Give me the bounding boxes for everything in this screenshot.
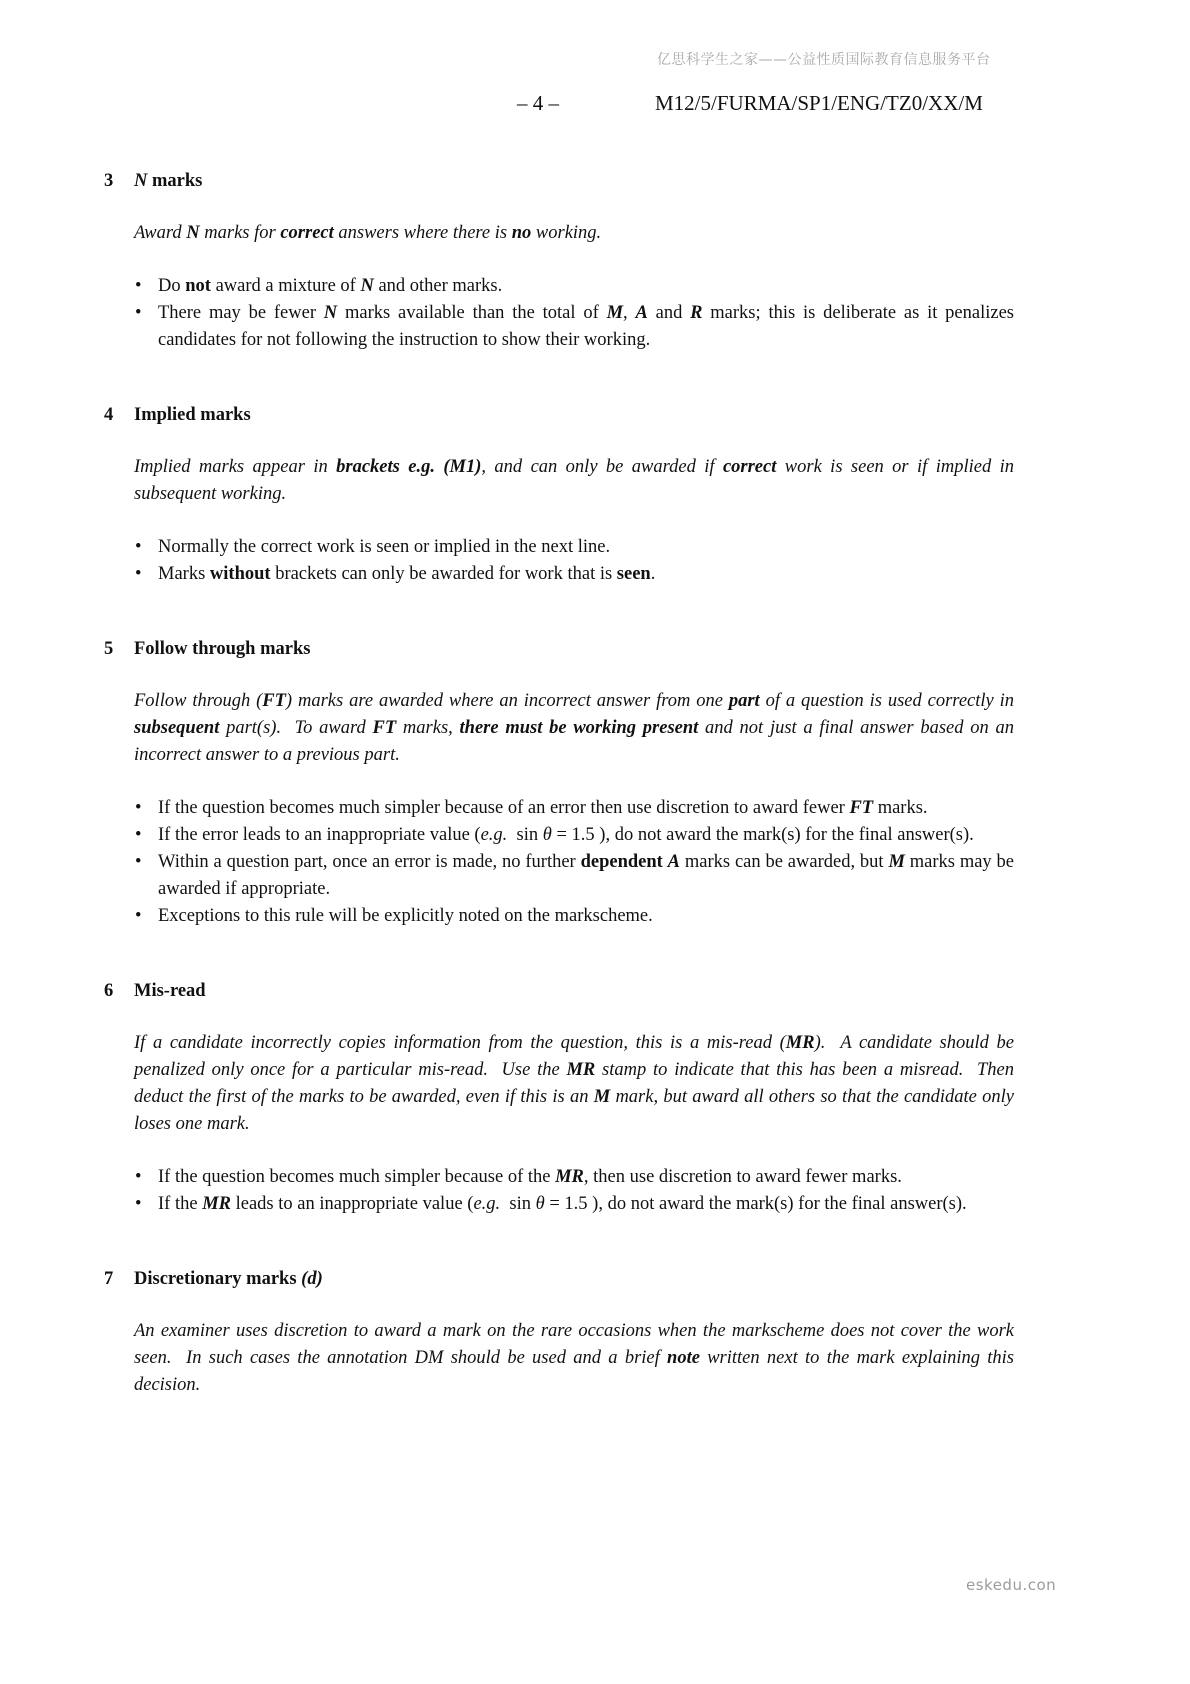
section-title <box>134 1266 1014 1293</box>
text-run: FT <box>262 691 286 711</box>
text-run: marks may be awarded if appropriate. <box>158 852 1014 899</box>
list-item-text <box>158 276 502 296</box>
text-run: ) marks are awarded where an incorrect answer from one <box>285 691 729 711</box>
text-run: Exceptions to this rule will be explicitly noted on the markscheme. <box>158 906 653 926</box>
bullet-icon: • <box>135 276 142 296</box>
text-run: MR <box>202 1194 231 1214</box>
section-body <box>134 978 1014 1218</box>
section-body <box>134 1266 1014 1399</box>
section-number: 6 <box>104 981 114 1001</box>
text-run: FT <box>849 798 874 818</box>
bullet-icon: • <box>135 825 142 845</box>
text-run: , then use discretion to award fewer marks. <box>583 1167 902 1187</box>
text-run: Do <box>158 276 186 296</box>
list-item-text <box>158 1194 967 1214</box>
text-run: no <box>511 223 532 243</box>
bullet-icon: • <box>135 852 142 872</box>
list-item <box>134 1191 1014 1218</box>
list-item <box>134 561 1014 588</box>
section-intro <box>134 454 1014 508</box>
text-run: brackets can only be awarded for work that is <box>270 564 617 584</box>
text-run: award a mixture of <box>210 276 361 296</box>
text-run: and <box>647 303 691 323</box>
text-run: N <box>360 276 374 296</box>
bullet-list <box>134 534 1014 588</box>
section-implied-marks <box>104 402 1014 588</box>
text-run: = 1.5 ), do not award the mark(s) for the final answer(s). <box>544 1194 967 1214</box>
text-run: dependent <box>580 852 668 872</box>
text-run: If the <box>158 1194 203 1214</box>
text-run: M <box>888 852 905 872</box>
text-run: If the question becomes much simpler because of the <box>158 1167 556 1187</box>
text-run: An examiner uses discretion to award a mark on the rare occasions when the markscheme does not cover the work seen. In such cases the annotation DM should be used and a brief <box>134 1321 1014 1368</box>
text-run: MR <box>566 1060 596 1080</box>
list-item-text <box>158 537 610 557</box>
bullet-icon: • <box>135 564 142 584</box>
list-item-text <box>158 564 655 584</box>
bullet-icon: • <box>135 537 142 557</box>
text-run: Within a question part, once an error is made, no further <box>158 852 581 872</box>
list-item-text <box>158 852 1014 899</box>
text-run: Normally the correct work is seen or implied in the next line. <box>158 537 611 557</box>
text-run: e.g. <box>480 825 508 845</box>
list-item <box>134 300 1014 354</box>
document-code: M12/5/FURMA/SP1/ENG/TZ0/XX/M <box>655 91 983 115</box>
text-run: M <box>593 1087 611 1107</box>
top-watermark: 亿思科学生之家——公益性质国际教育信息服务平台 <box>657 52 991 68</box>
section-number: 3 <box>104 171 114 191</box>
section-number: 4 <box>104 405 114 425</box>
text-run: θ <box>535 1194 545 1214</box>
text-run: , and can only be awarded if <box>481 457 723 477</box>
page-number: – 4 – <box>517 91 559 115</box>
text-run: If the error leads to an inappropriate value ( <box>158 825 481 845</box>
text-run: Follow through ( <box>134 691 263 711</box>
text-run: written next to the mark explaining this decision. <box>134 1348 1014 1395</box>
list-item-text <box>158 906 653 926</box>
text-run: there must be working present <box>459 718 699 738</box>
text-run: MR <box>555 1167 584 1187</box>
section-title <box>134 168 1014 195</box>
text-run: brackets e.g. (M1) <box>336 457 482 477</box>
section-body <box>134 636 1014 930</box>
text-run: correct <box>722 457 777 477</box>
text-run: and not just a final answer based on an incorrect answer to a previous part. <box>134 718 1014 765</box>
text-run: There may be fewer <box>158 303 324 323</box>
section-intro <box>134 220 1014 247</box>
text-run: not <box>185 276 211 296</box>
section-follow-through-marks <box>104 636 1014 930</box>
list-item <box>134 534 1014 561</box>
text-run: If a candidate incorrectly copies information from the question, this is a mis-read ( <box>134 1033 786 1053</box>
text-run: ). A candidate should be penalized only once for a particular mis-read. Use the <box>134 1033 1015 1080</box>
section-body <box>134 402 1014 588</box>
document-content <box>104 168 1014 1399</box>
text-run: , <box>623 303 636 323</box>
text-run: marks available than the total of <box>337 303 607 323</box>
text-run: marks. <box>873 798 928 818</box>
section-intro <box>134 1318 1014 1399</box>
section-intro <box>134 688 1014 769</box>
list-item <box>134 1164 1014 1191</box>
text-run: marks; this is deliberate as it penalizes candidates for not following the instruction to show their working. <box>158 303 1015 350</box>
list-item-text <box>158 798 928 818</box>
text-run: MR <box>785 1033 815 1053</box>
section-body <box>134 168 1014 354</box>
text-run: N <box>323 303 338 323</box>
bullet-icon: • <box>135 1167 142 1187</box>
section-n-marks <box>104 168 1014 354</box>
text-run: part <box>728 691 760 711</box>
list-item <box>134 849 1014 903</box>
text-run: N <box>134 171 148 191</box>
text-run: sin <box>507 825 543 845</box>
text-run: without <box>209 564 271 584</box>
text-run: seen <box>616 564 651 584</box>
text-run: Follow through marks <box>134 639 311 659</box>
text-run: and other marks. <box>373 276 503 296</box>
bullet-list <box>134 273 1014 354</box>
bullet-icon: • <box>135 1194 142 1214</box>
text-run: R <box>690 303 703 323</box>
bullet-icon: • <box>135 906 142 926</box>
text-run: sin <box>500 1194 536 1214</box>
text-run: . <box>650 564 656 584</box>
text-run: (d) <box>301 1269 323 1289</box>
list-item <box>134 273 1014 300</box>
text-run: = 1.5 ), do not award the mark(s) for the final answer(s). <box>551 825 974 845</box>
list-item <box>134 903 1014 930</box>
list-item-text <box>158 303 1014 350</box>
text-run: Marks <box>158 564 210 584</box>
text-run: Award <box>134 223 187 243</box>
text-run: note <box>667 1348 700 1368</box>
bullet-icon: • <box>135 798 142 818</box>
text-run: If the question becomes much simpler because of an error then use discretion to award fewer <box>158 798 850 818</box>
text-run: Implied marks <box>134 405 251 425</box>
text-run: subsequent <box>134 718 220 738</box>
text-run: working. <box>531 223 602 243</box>
section-title <box>134 402 1014 429</box>
section-discretionary-marks <box>104 1266 1014 1399</box>
text-run: Discretionary marks <box>134 1269 302 1289</box>
text-run: part(s). To award <box>219 718 373 738</box>
text-run: correct <box>280 223 334 243</box>
text-run: work is seen or if implied in subsequent working. <box>134 457 1014 504</box>
section-mis-read <box>104 978 1014 1218</box>
text-run: A <box>667 852 681 872</box>
text-run: leads to an inappropriate value ( <box>230 1194 474 1214</box>
bullet-icon: • <box>135 303 142 323</box>
text-run: marks for <box>199 223 281 243</box>
section-intro <box>134 1030 1014 1138</box>
text-run: marks, <box>396 718 460 738</box>
list-item-text <box>158 1167 902 1187</box>
section-title <box>134 636 1014 663</box>
text-run: Implied marks appear in <box>134 457 337 477</box>
text-run: Mis-read <box>134 981 206 1001</box>
section-title <box>134 978 1014 1005</box>
text-run: N <box>186 223 200 243</box>
text-run: FT <box>372 718 397 738</box>
bullet-list <box>134 795 1014 930</box>
list-item <box>134 822 1014 849</box>
text-run: A <box>635 303 648 323</box>
text-run: of a question is used correctly in <box>759 691 1015 711</box>
text-run: θ <box>542 825 552 845</box>
text-run: stamp to indicate that this has been a misread. Then deduct the first of the marks to be awarded, even if this is an <box>134 1060 1014 1107</box>
text-run: mark, but award all others so that the candidate only loses one mark. <box>134 1087 1014 1134</box>
list-item-text <box>158 825 974 845</box>
text-run: marks can be awarded, but <box>680 852 889 872</box>
text-run: M <box>606 303 624 323</box>
section-number: 7 <box>104 1269 114 1289</box>
text-run: marks <box>147 171 203 191</box>
bullet-list <box>134 1164 1014 1218</box>
bottom-watermark: eskedu.con <box>966 1576 1057 1594</box>
text-run: e.g. <box>473 1194 501 1214</box>
text-run: answers where there is <box>333 223 512 243</box>
section-number: 5 <box>104 639 114 659</box>
list-item <box>134 795 1014 822</box>
